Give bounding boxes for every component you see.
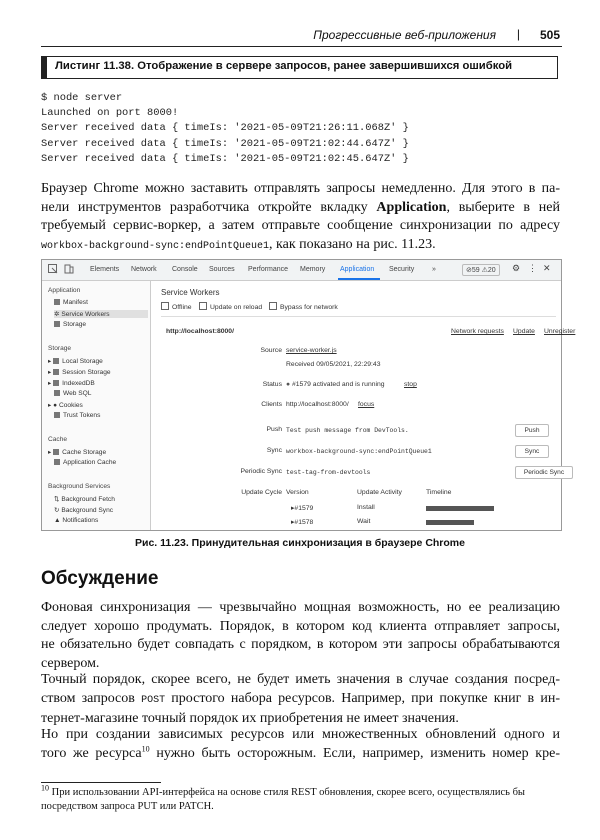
sidebar-head-storage: Storage [48,345,72,352]
sidebar-item-notifications[interactable]: ▲ Notifications [54,517,99,524]
sidebar-item-cache-storage[interactable]: ▸ Cache Storage [48,449,107,456]
text-line: того же ресурса$^{10}$ нужно быть осторожным. Если, например, изменить номер кре- [41,743,560,761]
col-timeline: Timeline [426,489,452,496]
text-line: Но при создании зависимых ресурсов или множественных обновлений одного и [41,727,560,742]
code-line: Launched on port 8000! [41,107,179,120]
sync-label: Sync [266,447,282,454]
sidebar-item-cookies[interactable]: ▸ ● Cookies [48,402,83,409]
sync-icon: ↻ [54,507,62,514]
grid-icon [54,459,60,465]
sidebar-item-session-storage[interactable]: ▸ Session Storage [48,369,111,376]
sidebar-item-manifest[interactable]: Manifest [54,299,88,306]
bypass-network-checkbox[interactable]: Bypass for network [269,302,338,311]
tab-network[interactable]: Network [131,266,157,273]
device-toolbar-icon[interactable] [64,264,74,276]
sidebar-head-background-services: Background Services [48,483,111,490]
text-line: не обязательно будет совпадать с порядком, в котором эти запросы обрабатываются [41,637,560,652]
stop-link[interactable]: stop [404,381,417,388]
tab-sources[interactable]: Sources [209,266,235,273]
footnote-rule [41,782,161,783]
devtools-screenshot [41,259,576,531]
paragraph-discussion [41,599,560,673]
devtools-sidebar [42,281,151,530]
tab-security[interactable]: Security [389,266,415,273]
service-workers-panel [151,281,576,530]
code-line: Server received data { timeIs: '2021-05-09T21:26:11.068Z' } [41,122,409,135]
tab-performance[interactable]: Performance [248,266,289,273]
text-line: следует хорошо продумать. Порядок, в котором код клиента отправляет запросы, [41,618,560,634]
sw-origin: http://localhost:8000/ [166,328,234,335]
footnote [41,783,560,814]
timeline-bar [426,520,474,525]
network-requests-link[interactable]: Network requests [451,328,504,335]
periodic-sync-input[interactable]: test-tag-from-devtools [286,469,371,476]
listing-title: Листинг 11.38. Отображение в сервере запросов, ранее завершившихся ошибкой [55,60,513,72]
text-line: Точный порядок, скорее всего, не будет иметь значения в случае создания посред- [41,672,560,687]
page-number: 505 [539,28,560,42]
footnote-ref: 10 [141,743,150,753]
sidebar-item-application-cache[interactable]: Application Cache [54,459,116,466]
sync-button[interactable]: Sync [515,445,549,458]
periodic-sync-button[interactable]: Periodic Sync [515,466,573,479]
running-title: Прогрессивные веб-приложения [313,28,496,42]
text-line: тернет-магазине точный порядок их приобретения не имеет значения. [41,711,459,726]
footnote-number: 10 [41,783,49,793]
fetch-icon: ⇅ [54,496,62,503]
activity-row-1: Install [357,504,375,511]
storage-icon [54,321,60,327]
tab-memory[interactable]: Memory [300,266,326,273]
grid-icon [53,358,59,364]
source-link[interactable]: service-worker.js [286,347,337,354]
inline-code: POST [141,694,166,706]
version-row-1[interactable]: ▸#1579 [291,505,314,512]
paragraph-caution [41,726,560,763]
update-on-reload-checkbox[interactable]: Update on reload [199,302,262,311]
received-text: Received 09/05/2021, 22:29:43 [286,361,381,368]
status-dot-icon: ● [286,381,291,388]
focus-link[interactable]: focus [358,401,375,408]
sync-input[interactable]: workbox-background-sync:endPointQueue1 [286,448,432,455]
text-line: ством запросов POST простого набора ресурсов. Например, при покупке книг в ин- [41,690,560,706]
unregister-link[interactable]: Unregister [544,328,576,335]
clients-value: http://localhost:8000/ [286,401,349,408]
activity-row-2: Wait [357,518,371,525]
database-icon [54,390,60,396]
text-line: сервером. [41,655,100,671]
database-icon [54,412,60,418]
code-line: Server received data { timeIs: '2021-05-09T21:02:44.647Z' } [41,137,409,150]
sidebar-item-trust-tokens[interactable]: Trust Tokens [54,412,100,419]
source-label: Source [260,347,282,354]
status-value: ● #1579 activated and is running [286,381,385,388]
text-line: нели инструментов разработчика откройте вкладку Application, выберите в ней [41,199,560,215]
sidebar-item-background-sync[interactable]: ↻ Background Sync [54,507,114,514]
paragraph-order [41,671,560,729]
kebab-menu-icon[interactable]: ⋮ [528,263,537,273]
issues-badge[interactable]: ⊘59 ⚠20 [462,264,500,276]
push-button[interactable]: Push [515,424,549,437]
update-cycle-label: Update Cycle [241,489,282,496]
text-line: Фоновая синхронизация — чрезвычайно мощная возможность, но ее реализацию [41,600,560,615]
tab-console[interactable]: Console [172,266,198,273]
sidebar-item-local-storage[interactable]: ▸ Local Storage [48,358,103,365]
text-line: требуемый сервис-воркер, а затем отправьте сообщение синхронизации по адресу [41,218,560,233]
settings-gear-icon[interactable]: ⚙ [512,263,521,273]
sidebar-item-storage[interactable]: Storage [54,321,86,328]
sidebar-head-cache: Cache [48,436,68,443]
push-input[interactable]: Test push message from DevTools. [286,427,409,434]
text-line: Браузер Chrome можно заставить отправлять запросы немедленно. Для этого в па- [41,181,560,196]
offline-checkbox[interactable]: Offline [161,302,192,311]
status-label: Status [262,381,282,388]
more-tabs-button[interactable]: » [432,266,436,273]
bell-icon: ▲ [54,517,63,524]
paragraph-intro [41,180,560,256]
devtools-tabbar [42,260,561,281]
inline-code: workbox-background-sync:endPointQueue1 [41,240,270,252]
update-link[interactable]: Update [513,328,535,335]
active-tab-indicator [338,278,380,280]
col-update-activity: Update Activity [357,489,402,496]
figure-caption: Рис. 11.23. Принудительная синхронизация в браузере Chrome [134,537,465,549]
push-label: Push [266,426,282,433]
sidebar-item-background-fetch[interactable]: ⇅ Background Fetch [54,496,115,503]
application-term: Application [376,199,447,215]
database-icon [53,380,59,386]
manifest-icon [54,299,60,305]
text-line: workbox-background-sync:endPointQueue1, как показано на рис. 11.23. [41,236,436,252]
code-block [41,91,409,167]
section-heading: Обсуждение [41,568,159,589]
sidebar-item-websql[interactable]: Web SQL [54,390,91,397]
panel-title: Service Workers [161,288,220,297]
grid-icon [53,369,59,375]
cookie-icon: ● [53,402,58,409]
footnote-text: При использовании API-интерфейса на основе стиля REST обновления, скорее всего, осуществлялись бы [51,787,525,798]
tab-elements[interactable]: Elements [90,266,120,273]
sidebar-item-service-workers[interactable]: ✲ Service Workers [54,310,148,318]
code-line: $ node server [41,92,123,104]
listing-title-box [41,56,558,79]
database-icon [53,449,59,455]
code-line: Server received data { timeIs: '2021-05-09T21:02:45.647Z' } [41,152,409,165]
inspect-icon[interactable] [48,264,58,276]
divider [161,316,556,317]
footnote-text: посредством запроса PUT или PATCH. [41,801,214,812]
sidebar-item-indexeddb[interactable]: ▸ IndexedDB [48,380,95,387]
close-icon[interactable]: ✕ [543,263,551,273]
timeline-bar [426,506,494,511]
tab-application[interactable]: Application [340,266,375,273]
periodic-sync-label: Periodic Sync [240,468,282,475]
gear-icon: ✲ [54,311,62,318]
col-version: Version [286,489,309,496]
clients-label: Clients [261,401,282,408]
header-separator: | [516,27,520,41]
version-row-2[interactable]: ▸#1578 [291,519,314,526]
sidebar-head-application: Application [48,287,81,294]
running-header [41,26,562,47]
